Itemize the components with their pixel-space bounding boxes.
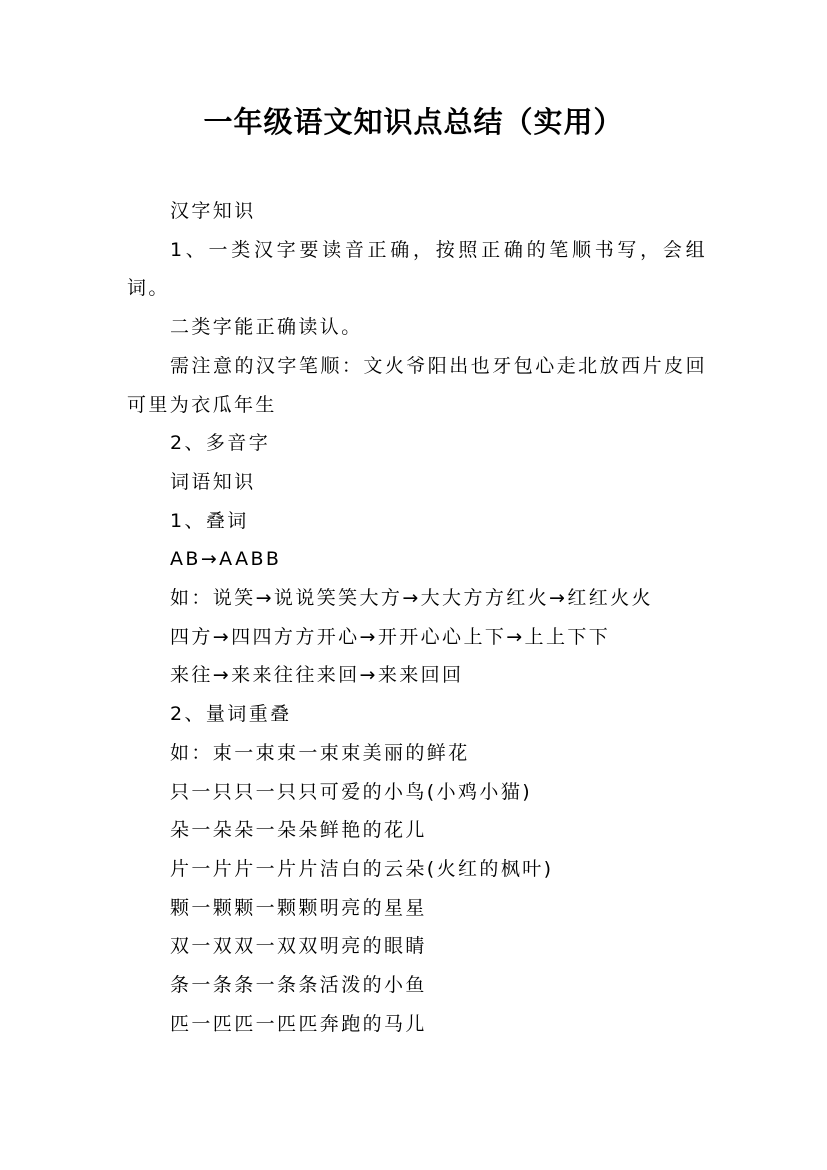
paragraph-example-line-3: 来往→来来往往来回→来来回回 — [170, 664, 464, 687]
paragraph-measure-example-2: 只一只只一只只可爱的小鸟(小鸡小猫) — [170, 780, 533, 803]
section-heading-vocabulary: 词语知识 — [170, 470, 256, 493]
paragraph-measure-example-8: 匹一匹匹一匹匹奔跑的马儿 — [170, 1012, 427, 1035]
paragraph-measure-example-4: 片一片片一片片洁白的云朵(火红的枫叶) — [170, 857, 554, 880]
paragraph-second-class-characters: 二类字能正确读认。 — [170, 316, 363, 339]
paragraph-measure-example-6: 双一双双一双双明亮的眼睛 — [170, 935, 427, 958]
paragraph-measure-example-7: 条一条条一条条活泼的小鱼 — [170, 974, 427, 997]
paragraph-measure-word-reduplication: 2、量词重叠 — [170, 703, 292, 726]
paragraph-measure-example-1: 如：束一束束一束束美丽的鲜花 — [170, 741, 470, 764]
paragraph-first-class-characters: 1、一类汉字要读音正确，按照正确的笔顺书写，会组词。 — [127, 238, 707, 300]
paragraph-aabb-pattern: AB→AABB — [170, 548, 282, 571]
paragraph-example-line-2: 四方→四四方方开心→开开心心上下→上上下下 — [170, 625, 611, 648]
document-title: 一年级语文知识点总结（实用） — [203, 105, 624, 139]
paragraph-reduplicated-words: 1、叠词 — [170, 509, 249, 532]
paragraph-polyphonic-characters: 2、多音字 — [170, 432, 271, 455]
paragraph-stroke-order: 需注意的汉字笔顺：文火爷阳出也牙包心走北放西片皮回可里为衣瓜年生 — [127, 354, 707, 416]
document-body — [127, 192, 707, 1043]
section-heading-chinese-characters: 汉字知识 — [170, 200, 256, 222]
paragraph-measure-example-3: 朵一朵朵一朵朵鲜艳的花儿 — [170, 819, 427, 842]
paragraph-example-line-1: 如：说笑→说说笑笑大方→大大方方红火→红红火火 — [170, 587, 653, 610]
paragraph-measure-example-5: 颗一颗颗一颗颗明亮的星星 — [170, 896, 427, 919]
